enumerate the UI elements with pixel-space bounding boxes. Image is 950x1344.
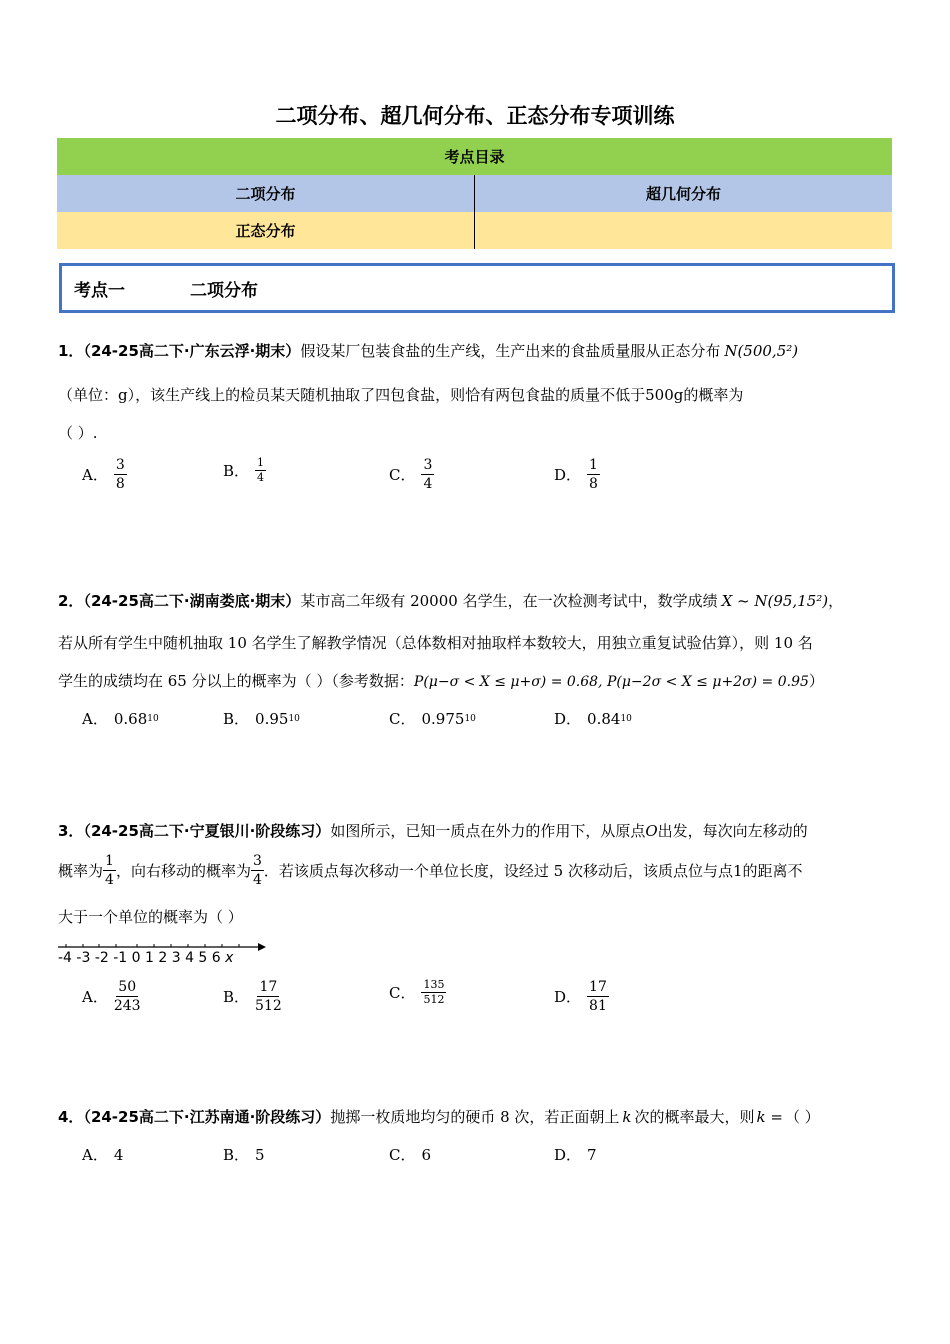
toc-table	[57, 138, 892, 249]
q3-source: （24-25高二下·宁夏银川·阶段练习）	[83, 822, 331, 840]
q1-line2: （单位：g），该生产线上的检员某天随机抽取了四包食盐，则恰有两包食盐的质量不低于500g的概率为	[58, 386, 744, 404]
page-title: 二项分布、超几何分布、正态分布专项训练	[275, 104, 675, 128]
q1-source: （24-25高二下·广东云浮·期末）	[83, 342, 301, 360]
q1-option-d[interactable]: D． $\frac{1}{8}$	[554, 457, 598, 492]
toc-empty-cell	[475, 212, 893, 249]
q3-line2: 概率为 $\frac{1}{4}$ ，向右移动的概率为 $\frac{3}{4}$ ．若该质点每次移动一个单位长度，设经过 5 次移动后，该质点位与点1的距离不	[58, 853, 803, 888]
q4-line1: 4．（24-25高二下·江苏南通·阶段练习）抛掷一枚质地均匀的硬币 8 次，若正面朝上 k 次的概率最大，则 k = （ ）	[58, 1108, 820, 1126]
q2-source: （24-25高二下·湖南娄底·期末）	[83, 592, 301, 610]
q2-line3: 学生的成绩均在 65 分以上的概率为（ ）（参考数据：P(μ−σ < X ≤ μ+σ) = 0.68, P(μ−2σ < X ≤ μ+2σ) = 0.95）	[58, 672, 824, 690]
q3-option-c[interactable]: C． $\frac{135}{512}$	[389, 978, 445, 1006]
section-number: 考点一	[74, 281, 125, 301]
q1-option-c[interactable]: C． $\frac{3}{4}$	[389, 457, 433, 492]
section-name: 二项分布	[190, 281, 258, 301]
q3-origin-symbol: O	[645, 822, 658, 840]
toc-link-hypergeometric[interactable]: 超几何分布	[475, 175, 893, 212]
q2-option-c[interactable]: C． 0.975 10	[389, 709, 476, 728]
q2-option-d[interactable]: D． 0.84 10	[554, 709, 632, 728]
q1-distribution: N(500,5²)	[724, 342, 799, 360]
q4-option-c[interactable]: C． 6	[389, 1145, 432, 1164]
q2-reference-data: P(μ−σ < X ≤ μ+σ) = 0.68, P(μ−2σ < X ≤ μ+2σ) = 0.95	[413, 674, 809, 690]
number-line-labels: -4 -3 -2 -1 0 1 2 3 4 5 6 x	[58, 950, 234, 966]
q2-line2: 若从所有学生中随机抽取 10 名学生了解教学情况（总体数相对抽取样本数较大，用独立重复试验估算），则 10 名	[58, 634, 813, 652]
q1-option-a[interactable]: A． $\frac{3}{8}$	[82, 457, 125, 492]
toc-link-normal[interactable]: 正态分布	[57, 212, 475, 249]
q4-source: （24-25高二下·江苏南通·阶段练习）	[83, 1108, 331, 1126]
q3-line3: 大于一个单位的概率为（ ）	[58, 908, 243, 926]
q2-option-a[interactable]: A． 0.68 10	[82, 709, 159, 728]
q2-option-b[interactable]: B． 0.95 10	[223, 709, 300, 728]
toc-link-binomial[interactable]: 二项分布	[57, 175, 475, 212]
q1-line3: （ ）.	[58, 424, 98, 442]
q2-distribution: X ~ N(95,15²)	[721, 592, 829, 610]
q4-option-d[interactable]: D． 7	[554, 1145, 597, 1164]
q3-option-a[interactable]: A． $\frac{50}{243}$	[82, 979, 141, 1014]
q3-option-d[interactable]: D． $\frac{17}{81}$	[554, 979, 607, 1014]
q2-line1: 2．（24-25高二下·湖南娄底·期末）某市高二年级有 20000 名学生，在一次检测考试中，数学成绩 X ~ N(95,15²)，	[58, 592, 844, 610]
q3-option-b[interactable]: B． $\frac{17}{512}$	[223, 979, 282, 1014]
q1-option-b[interactable]: B． $\frac{1}{4}$	[223, 456, 265, 484]
q4-option-a[interactable]: A． 4	[82, 1145, 124, 1164]
section-header	[59, 263, 895, 313]
q1-line1: 1．（24-25高二下·广东云浮·期末）假设某厂包装食盐的生产线，生产出来的食盐质量服从正态分布 N(500,5²)	[58, 342, 799, 360]
q4-option-b[interactable]: B． 5	[223, 1145, 265, 1164]
toc-header: 考点目录	[57, 138, 892, 175]
q3-line1: 3．（24-25高二下·宁夏银川·阶段练习）如图所示，已知一质点在外力的作用下，从原点O出发，每次向左移动的	[58, 822, 808, 840]
